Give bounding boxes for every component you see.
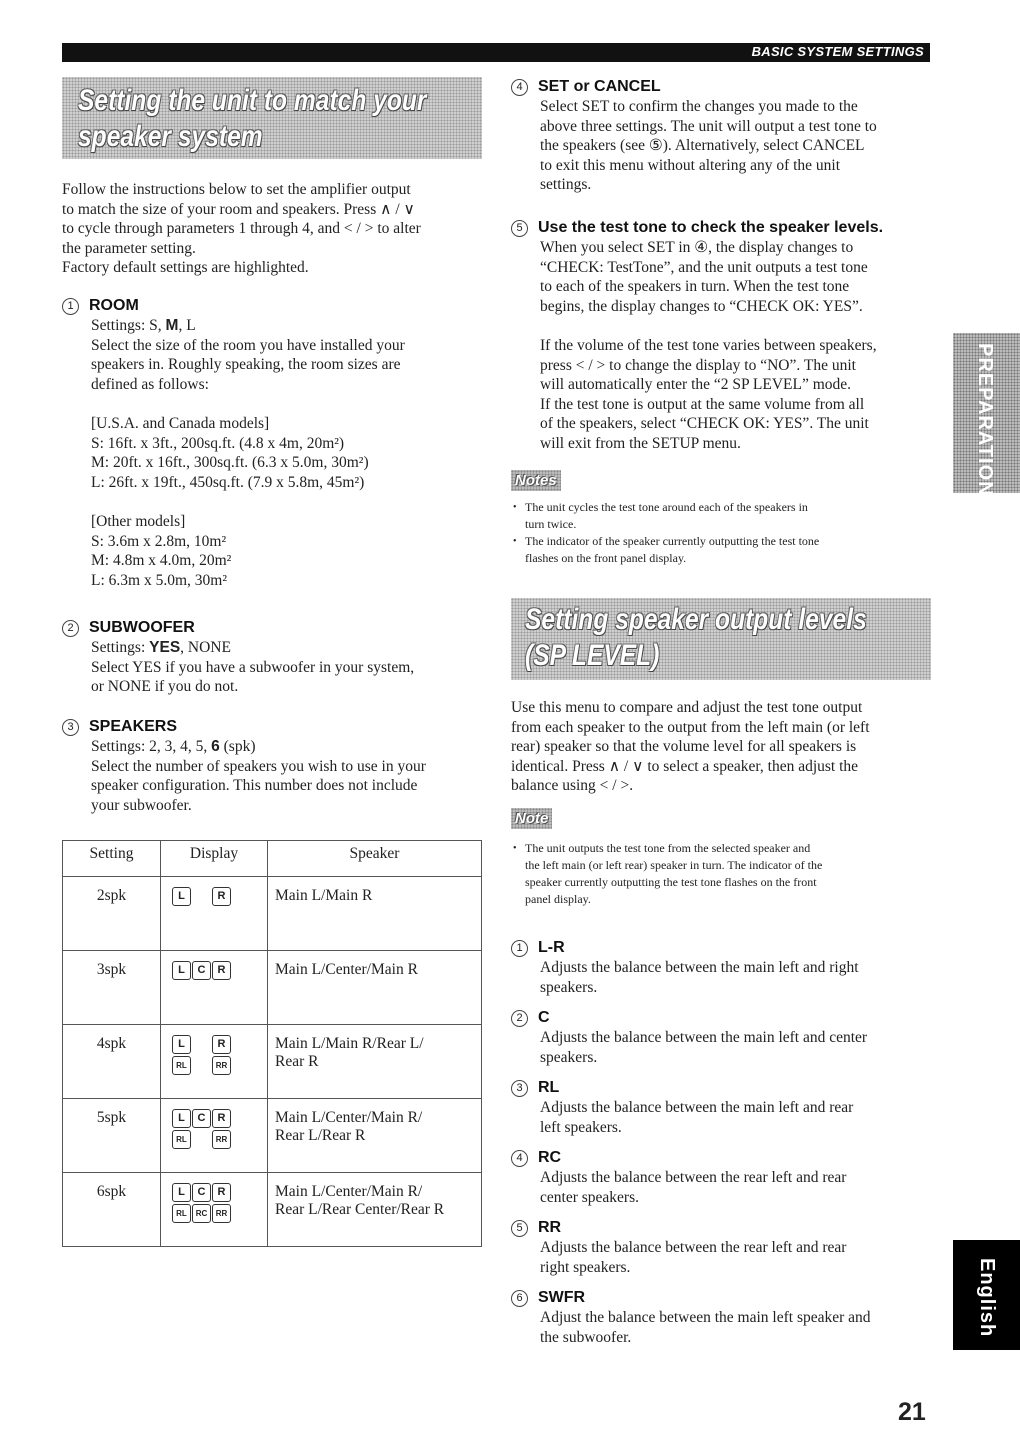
size-line: S: 16ft. x 3ft., 200sq.ft. (4.8 x 4m, 20m²) (91, 434, 345, 452)
setting-speakers (62, 717, 492, 815)
speaker-indicator-icon: RL (172, 1130, 191, 1149)
item-title: SET or CANCEL (538, 78, 661, 95)
number-badge: 2 (62, 620, 79, 637)
table-row (63, 877, 482, 951)
item-title: C (538, 1009, 550, 1026)
desc-line: settings. (540, 176, 592, 193)
speaker-cell: Main L/Center/Main R (268, 951, 482, 1025)
notes-label: Notes (511, 470, 561, 491)
desc-line: Adjusts the balance between the main left and rear (540, 1099, 854, 1116)
table-header: Speaker (268, 841, 482, 877)
intro-line: identical. Press ∧ / ∨ to select a speaker, then adjust the (511, 757, 859, 775)
desc-line: speaker configuration. This number does not include (91, 777, 418, 794)
size-line: L: 6.3m x 5.0m, 30m² (91, 571, 227, 589)
section-intro (62, 180, 492, 278)
desc-line: If the volume of the test tone varies between speakers, (540, 337, 877, 354)
section-title-line1: Setting the unit to match your (78, 84, 427, 117)
desc-line: the speakers (see ⑤). Alternatively, select CANCEL (540, 137, 865, 154)
number-badge: 1 (62, 298, 79, 315)
setting-cell: 2spk (63, 877, 161, 951)
desc-line: Adjusts the balance between the main left and center (540, 1029, 868, 1046)
section2-intro (511, 698, 936, 796)
desc-line: your subwoofer. (91, 796, 192, 814)
item-title: RL (538, 1079, 560, 1096)
header-title: BASIC SYSTEM SETTINGS (751, 44, 924, 59)
intro-line: the parameter setting. (62, 239, 196, 257)
table-header: Display (161, 841, 268, 877)
desc-line: speakers. (540, 978, 598, 996)
item-title: L-R (538, 939, 565, 956)
note-item: • The indicator of the speaker currently outputting the test tone flashes on the front panel display. (511, 533, 936, 567)
number-badge: 2 (511, 1010, 528, 1027)
settings-line: Settings: YES, NONE (91, 639, 231, 656)
intro-line: balance using < / >. (511, 777, 634, 794)
speaker-cell: Main L/Main R (268, 877, 482, 951)
item-title: SWFR (538, 1289, 586, 1306)
section2-title-line2: (SP LEVEL) (525, 639, 660, 672)
speaker-indicator-icon: C (192, 1109, 211, 1128)
note-item: • The unit outputs the test tone from the selected speaker and the left main (or left rear) speaker in turn. The indicator of the speaker currently outputting the test tone flashes on the front panel display. (511, 840, 936, 908)
size-line: M: 20ft. x 16ft., 300sq.ft. (6.3 x 5.0m, 30m²) (91, 454, 369, 471)
display-cell (161, 1099, 268, 1173)
display-cell (161, 951, 268, 1025)
speaker-indicator-icon: R (212, 1035, 231, 1054)
item-title: SUBWOOFER (89, 619, 195, 636)
side-tab-preparation (953, 333, 1020, 497)
item-title: RR (538, 1219, 562, 1236)
desc-line: of the speakers, select “CHECK OK: YES”. The unit (540, 415, 869, 432)
side-tab-english-label: English (976, 1258, 998, 1338)
desc-line: When you select SET in ④, the display changes to (540, 239, 854, 256)
intro-line: rear) speaker so that the volume level for all speakers is (511, 738, 857, 755)
intro-line: Use this menu to compare and adjust the test tone output (511, 699, 863, 716)
desc-line: Select the number of speakers you wish to use in your (91, 757, 426, 775)
number-badge: 3 (62, 719, 79, 736)
intro-line: Follow the instructions below to set the amplifier output (62, 181, 411, 198)
desc-line: Select YES if you have a subwoofer in your system, (91, 658, 415, 676)
side-tab-english (953, 1240, 1020, 1350)
number-badge: 3 (511, 1080, 528, 1097)
settings-line: Settings: 2, 3, 4, 5, 6 (spk) (91, 738, 256, 755)
display-cell (161, 1025, 268, 1099)
desc-line: to each of the speakers in turn. When the test tone (540, 278, 850, 295)
header-bar (62, 43, 930, 62)
desc-line: left speakers. (540, 1118, 622, 1136)
desc-line: above three settings. The unit will output a test tone to (540, 117, 877, 135)
group-title: [Other models] (91, 513, 186, 530)
indicator-spacer (192, 1035, 211, 1054)
desc-line: right speakers. (540, 1258, 631, 1276)
intro-line: from each speaker to the output from the left main (or left (511, 718, 870, 736)
speaker-indicator-icon: RC (192, 1204, 211, 1223)
desc-line: speakers. (540, 1048, 598, 1066)
display-cell (161, 877, 268, 951)
desc-line: begins, the display changes to “CHECK OK: YES”. (540, 297, 863, 315)
speaker-indicator-icon: RL (172, 1204, 191, 1223)
level-item (511, 1148, 936, 1207)
desc-line: the subwoofer. (540, 1328, 632, 1346)
group-title: [U.S.A. and Canada models] (91, 415, 270, 432)
number-badge: 5 (511, 1220, 528, 1237)
item-title: Use the test tone to check the speaker levels. (538, 219, 884, 236)
speaker-indicator-icon: L (172, 887, 191, 906)
speaker-cell: Main L/Center/Main R/ Rear L/Rear Center/Rear R (268, 1173, 482, 1247)
speaker-indicator-icon: C (192, 1183, 211, 1202)
table-row (63, 951, 482, 1025)
setting-cell: 3spk (63, 951, 161, 1025)
setting-subwoofer (62, 618, 492, 697)
level-items (511, 938, 936, 1358)
indicator-spacer (192, 887, 211, 906)
desc-line: will automatically enter the “2 SP LEVEL” mode. (540, 376, 852, 393)
settings-line: Settings: S, M, L (91, 317, 196, 334)
speaker-indicator-icon: C (192, 961, 211, 980)
table-header: Setting (63, 841, 161, 877)
level-item (511, 1288, 936, 1347)
speaker-indicator-icon: RR (212, 1204, 231, 1223)
level-item (511, 1078, 936, 1137)
desc-line: Adjusts the balance between the rear left and rear (540, 1169, 847, 1186)
note-list (511, 840, 936, 908)
indicator-spacer (192, 1130, 211, 1149)
section-title-line2: speaker system (78, 120, 263, 153)
speaker-indicator-icon: RR (212, 1130, 231, 1149)
speaker-indicator-icon: L (172, 961, 191, 980)
notes-list (511, 499, 936, 567)
desc-line: press < / > to change the display to “NO”. The unit (540, 356, 856, 374)
desc-line: to exit this menu without altering any of the unit (540, 156, 841, 174)
intro-line: Factory default settings are highlighted. (62, 259, 309, 276)
speaker-table (62, 840, 482, 1247)
speaker-indicator-icon: R (212, 887, 231, 906)
desc-line: Adjust the balance between the main left speaker and (540, 1309, 871, 1326)
speaker-indicator-icon: R (212, 961, 231, 980)
section-title-banner (62, 77, 482, 159)
section2-title-banner (511, 598, 931, 680)
speaker-indicator-icon: R (212, 1183, 231, 1202)
test-tone-step (511, 218, 936, 453)
item-title: RC (538, 1149, 562, 1166)
item-title: SPEAKERS (89, 718, 178, 735)
page-number: 21 (898, 1398, 926, 1426)
speaker-indicator-icon: L (172, 1183, 191, 1202)
desc-line: “CHECK: TestTone”, and the unit outputs a test tone (540, 258, 868, 276)
number-badge: 5 (511, 220, 528, 237)
side-tab-preparation-label: PREPARATION (974, 343, 996, 497)
size-line: L: 26ft. x 19ft., 450sq.ft. (7.9 x 5.8m, 45m²) (91, 473, 365, 491)
desc-line: If the test tone is output at the same volume from all (540, 395, 865, 413)
speaker-cell: Main L/Main R/Rear L/ Rear R (268, 1025, 482, 1099)
desc-line: Adjusts the balance between the rear left and rear (540, 1239, 847, 1256)
setting-cell: 5spk (63, 1099, 161, 1173)
note-label: Note (511, 808, 552, 829)
intro-line: to match the size of your room and speakers. Press ∧ / ∨ (62, 200, 415, 218)
table-row (63, 1173, 482, 1247)
section2-title-line1: Setting speaker output levels (525, 603, 867, 636)
level-item (511, 938, 936, 997)
speaker-indicator-icon: R (212, 1109, 231, 1128)
number-badge: 4 (511, 79, 528, 96)
speaker-indicator-icon: L (172, 1035, 191, 1054)
item-title: ROOM (89, 297, 139, 314)
desc-line: will exit from the SETUP menu. (540, 434, 741, 452)
intro-line: to cycle through parameters 1 through 4, and < / > to alter (62, 220, 421, 237)
number-badge: 1 (511, 940, 528, 957)
desc-line: or NONE if you do not. (91, 678, 239, 695)
setting-cell: 4spk (63, 1025, 161, 1099)
desc-line: Adjusts the balance between the main left and right (540, 959, 859, 976)
level-item (511, 1008, 936, 1067)
desc-line: Select SET to confirm the changes you made to the (540, 98, 858, 115)
setting-cell: 6spk (63, 1173, 161, 1247)
speaker-cell: Main L/Center/Main R/ Rear L/Rear R (268, 1099, 482, 1173)
setting-set-cancel (511, 77, 936, 195)
number-badge: 6 (511, 1290, 528, 1307)
level-item (511, 1218, 936, 1277)
speaker-indicator-icon: RL (172, 1056, 191, 1075)
note-item: • The unit cycles the test tone around each of the speakers in turn twice. (511, 499, 936, 533)
desc-line: defined as follows: (91, 375, 209, 393)
size-line: S: 3.6m x 2.8m, 10m² (91, 532, 227, 550)
desc-line: Select the size of the room you have installed your (91, 336, 405, 354)
size-line: M: 4.8m x 4.0m, 20m² (91, 552, 232, 569)
table-row (63, 1099, 482, 1173)
speaker-indicator-icon: RR (212, 1056, 231, 1075)
number-badge: 4 (511, 1150, 528, 1167)
table-row (63, 1025, 482, 1099)
indicator-spacer (192, 1056, 211, 1075)
display-cell (161, 1173, 268, 1247)
desc-line: center speakers. (540, 1188, 639, 1206)
setting-room (62, 296, 492, 590)
speaker-indicator-icon: L (172, 1109, 191, 1128)
desc-line: speakers in. Roughly speaking, the room sizes are (91, 356, 401, 373)
